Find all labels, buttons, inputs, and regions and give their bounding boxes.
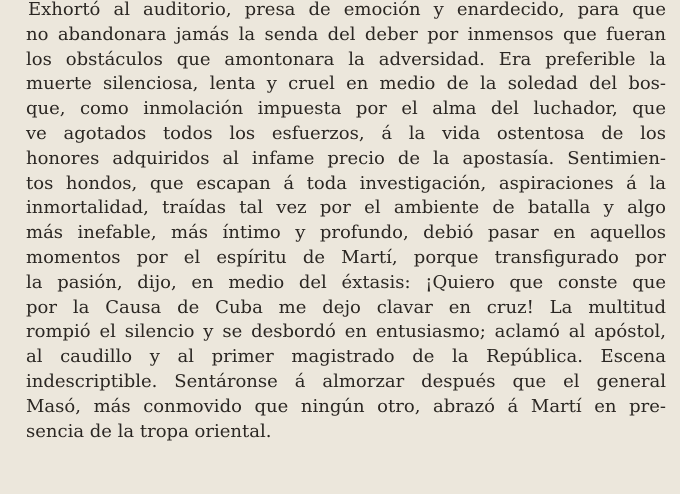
text-line: que, como inmolación impuesta por el alma del luchador, que — [26, 98, 666, 120]
text-line: honores adquiridos al infame precio de la apostasía. Sentimien- — [26, 147, 666, 169]
text-line: sencia de la tropa oriental. — [26, 420, 272, 442]
text-line: Exhortó al auditorio, presa de emoción y enardecido, para que — [28, 0, 666, 20]
text-line: la pasión, dijo, en medio del éxtasis: ¡Quiero que conste que — [26, 271, 666, 293]
text-line: Masó, más conmovido que ningún otro, abrazó á Martí en pre- — [26, 395, 666, 417]
text-line: inmortalidad, traídas tal vez por el ambiente de batalla y algo — [26, 197, 666, 219]
text-line: tos hondos, que escapan á toda investigación, aspiraciones á la — [26, 172, 666, 194]
text-line: ve agotados todos los esfuerzos, á la vida ostentosa de los — [26, 122, 666, 144]
text-line: más inefable, más íntimo y profundo, debió pasar en aquellos — [26, 222, 666, 244]
text-line: indescriptible. Sentáronse á almorzar después que el general — [26, 370, 666, 392]
text-line: muerte silenciosa, lenta y cruel en medio de la soledad del bos- — [26, 73, 666, 95]
text-line: los obstáculos que amontonara la adversidad. Era preferible la — [26, 48, 666, 70]
text-line: rompió el silencio y se desbordó en entusiasmo; aclamó al apóstol, — [26, 321, 666, 343]
text-line: momentos por el espíritu de Martí, porque transfigurado por — [26, 246, 666, 268]
text-line: no abandonara jamás la senda del deber por inmensos que fueran — [26, 23, 666, 45]
text-line: por la Causa de Cuba me dejo clavar en cruz! La multitud — [26, 296, 666, 318]
text-line: al caudillo y al primer magistrado de la República. Escena — [26, 346, 666, 368]
paragraph — [26, 0, 666, 444]
